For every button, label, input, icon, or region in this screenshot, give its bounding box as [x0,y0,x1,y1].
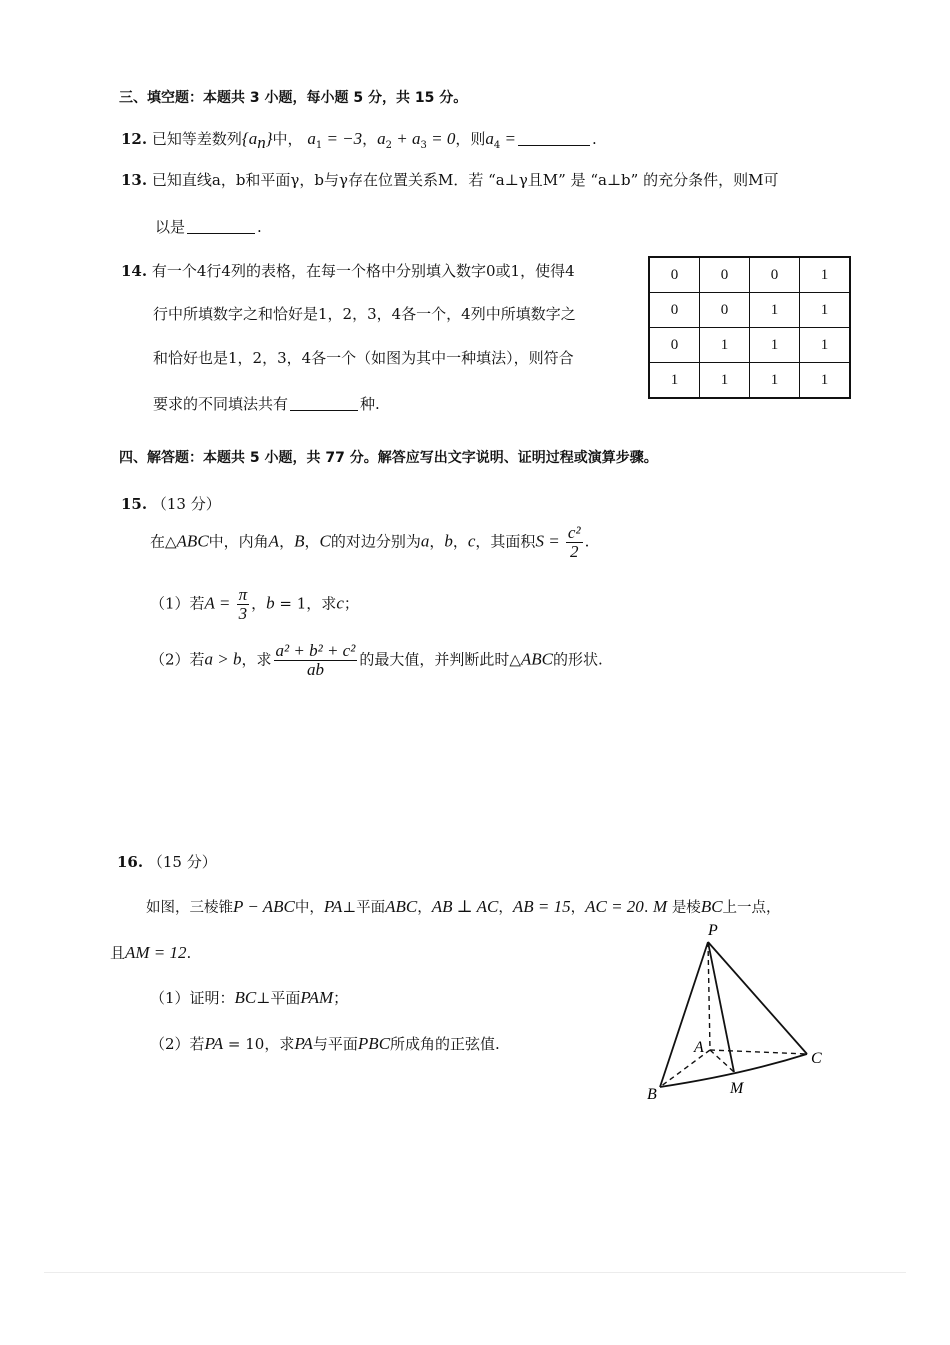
edge-PA [708,942,710,1050]
label-A: A [694,1039,704,1056]
q16-p1-mid: ⊥平面 [256,989,301,1007]
question-13 [121,169,778,190]
label-P: P [708,922,718,939]
edge-AC [710,1050,807,1054]
q16-abc: ABC [385,897,418,916]
edge-PC [708,942,807,1054]
grid-row [649,293,850,328]
q15-area-fraction [566,524,583,561]
q16-part1 [150,987,348,1008]
q15-tri: ABC [176,531,209,551]
grid-cell: 0 [649,328,700,363]
edge-PB [660,942,708,1087]
q15-p2-mid: ，求 [241,650,272,669]
question-14 [121,260,575,281]
grid-cell: 1 [750,293,800,328]
grid-cell: 1 [750,328,800,363]
q15-p2-num: a² + b² + c² [275,641,356,660]
q15-score: （13 分） [151,495,221,513]
q15-b: b [444,531,453,551]
q15-p1-label: （1）若 [150,594,205,613]
q16-p2-eq: = 10，求 [223,1035,295,1053]
q12-eq2-rest: = 0 [426,129,456,148]
q15-p1-den: 3 [238,604,248,623]
q15-B: B [294,531,305,551]
grid-cell: 0 [700,257,750,293]
q14-line3: 和恰好也是1，2，3，4各一个（如图为其中一种填法），则符合 [153,349,574,367]
q16-ac: AC = 20 [585,897,644,916]
q15-p1-A: A [204,593,215,613]
q15-S: S [535,531,544,551]
q13-answer-blank[interactable] [187,221,255,234]
q15-p2-label: （2）若 [150,650,205,669]
q12-eq2-sub2: 3 [420,140,427,151]
q16-sep3: ， [570,900,586,916]
q15-p2-post: 的最大值，并判断此时△ [359,650,521,669]
q15-p1-b: b [266,593,275,613]
q16-line1-end: 是棱 [671,900,701,916]
question-13-line2 [155,216,262,237]
q16-ab: AB = 15 [512,897,571,916]
q16-sep2: ， [498,900,513,916]
grid-cell: 1 [700,328,750,363]
q12-eq1-sub: 1 [315,140,323,151]
q16-perp: AB ⊥ AC [431,897,499,916]
q12-eq2: a [377,129,386,148]
q15-stem-mid3: ，其面积 [475,532,536,551]
q13-line2: 以是 [155,218,186,236]
q14-line2: 行中所填数字之和恰好是1，2，3，4各一个，4列中所填数字之 [153,305,576,323]
q15-p1-mid: ， [251,594,267,613]
q16-line1-end2: 上一点， [722,900,781,916]
q15-C: C [319,531,331,551]
q16-score: （15 分） [147,853,217,871]
q14-line4-post: 种. [360,395,380,413]
q13-number: 13. [121,171,148,189]
q15-p1-beq: = 1，求 [274,594,337,613]
q13-line1: 已知直线a，b和平面γ，b与γ存在位置关系M．若 “a⊥γ且M” 是 “a⊥b” 的充分条件，则M可 [151,171,779,189]
q16-p2-pa: PA [204,1034,224,1053]
q16-p1-label: （1）证明： [150,989,235,1007]
q12-text1: 已知等差数列 [151,130,242,148]
grid-cell: 1 [800,257,851,293]
q15-frac-num: c² [567,523,581,542]
q16-p1-pam: PAM [300,988,334,1007]
q16-bc: BC [700,897,723,916]
q16-stem-line2 [110,942,191,963]
grid-cell: 1 [800,293,851,328]
q15-p1-eq: = [214,593,235,613]
q12-eq1-rest: = −3 [322,129,363,148]
q16-line1-pre: 如图，三棱锥 [146,900,233,916]
question-16-heading [117,851,217,872]
q15-p1-c: c [336,593,344,613]
q15-stem-mid: 中，内角 [208,532,269,551]
q12-sep: ， [362,130,378,148]
label-C: C [811,1050,822,1067]
q15-p2-end: 的形状. [552,650,603,669]
grid-cell: 1 [700,363,750,399]
q15-number: 15. [121,495,148,513]
q15-p1-num: π [238,585,248,604]
q15-stem-mid2: 的对边分别为 [330,532,421,551]
grid-cell: 1 [800,363,851,399]
q15-stem-pre: 在△ [150,532,177,551]
q15-A: A [268,531,280,551]
q16-p1-bc: BC [234,988,257,1007]
grid-cell: 1 [800,328,851,363]
q15-frac-den: 2 [570,542,579,561]
q16-pyramid-figure [630,915,840,1110]
q16-p2-pbc: PBC [357,1034,391,1053]
q16-p2-end: 所成角的正弦值. [390,1035,500,1053]
question-12 [121,128,597,153]
q16-p2-mid: 与平面 [312,1035,358,1053]
q12-end: . [592,130,597,148]
q16-m: M [653,897,668,916]
q16-stem-line1: 如图，三棱锥P − ABC中，PA⊥平面ABC，AB ⊥ AC，AB = 15，AC = 20. M 是棱BC上一点， [146,897,781,916]
q15-part2 [150,642,603,679]
q13-end: . [257,218,262,236]
q16-p2-label: （2）若 [150,1035,205,1053]
q16-line2-pre: 且 [110,944,126,962]
label-B: B [647,1086,657,1103]
q14-line1: 有一个4行4列的表格，在每一个格中分别填入数字0或1，使得4 [151,262,575,280]
q16-line1-mid2: ⊥平面 [342,900,386,916]
q16-p1-end: ； [333,989,349,1007]
grid-cell: 0 [750,257,800,293]
q15-p2-fraction [274,642,358,679]
q16-sep1: ， [417,900,432,916]
q12-seq-close: } [265,129,273,148]
q15-c: c [467,531,476,551]
section-3-header: 三、填空题：本题共 3 小题，每小题 5 分，共 15 分。 [119,90,468,106]
q12-eq3-sub: 4 [493,140,501,151]
q16-pyr: P − ABC [233,897,295,916]
grid-cell: 0 [649,293,700,328]
q14-answer-blank[interactable] [290,398,358,411]
grid-cell: 0 [649,257,700,293]
q12-eq3: a [485,129,494,148]
q12-eq3-rest: = [500,129,517,148]
q15-p2-tri: ABC [520,649,553,669]
q15-p2-den: ab [306,660,324,679]
question-15-heading [121,493,221,514]
q12-seq: {a [241,129,258,148]
q15-stem: 在△ABC中，内角A，B，C的对边分别为a，b，c，其面积S = $\frac{\text{c²}}{2}$ . [150,523,590,561]
q15-part1 [150,586,359,623]
q12-number: 12. [121,130,148,148]
q15-a: a [420,531,430,551]
page-edge [44,1272,906,1273]
q15-p1-fraction [237,586,250,623]
q16-p2-pa2: PA [294,1034,313,1053]
q16-line1-mid: 中， [294,900,324,916]
q16-am: AM = 12 [125,943,187,962]
q12-eq2-sub: 2 [385,140,393,151]
grid-row [649,328,850,363]
label-M: M [730,1080,744,1097]
q16-number: 16. [117,853,144,871]
q15-eq: = [543,531,564,551]
q16-part2 [150,1033,500,1054]
q14-line4-pre: 要求的不同填法共有 [153,395,289,413]
q15-p2-cond: a > b [204,649,242,669]
grid-cell: 0 [700,293,750,328]
q16-line2-end: . [186,944,192,962]
q12-text3: ，则 [455,130,486,148]
grid-row [649,257,850,293]
q12-eq1: a [307,129,316,148]
q15-p1-end: ； [343,594,359,613]
q16-pa: PA [323,897,343,916]
q14-line4 [153,393,380,414]
section-4-header: 四、解答题：本题共 5 小题，共 77 分。解答应写出文字说明、证明过程或演算步骤。 [119,450,658,466]
q12-text2: 中， [272,130,303,148]
q12-answer-blank[interactable] [518,133,590,146]
q14-number: 14. [121,262,148,280]
grid-row [649,363,850,399]
grid-cell: 1 [649,363,700,399]
q12-eq2-mid: + a [392,129,421,148]
grid-cell: 1 [750,363,800,399]
q12-seq-sub: n [257,133,266,152]
q15-end: . [584,532,590,551]
q14-example-grid [648,256,851,399]
